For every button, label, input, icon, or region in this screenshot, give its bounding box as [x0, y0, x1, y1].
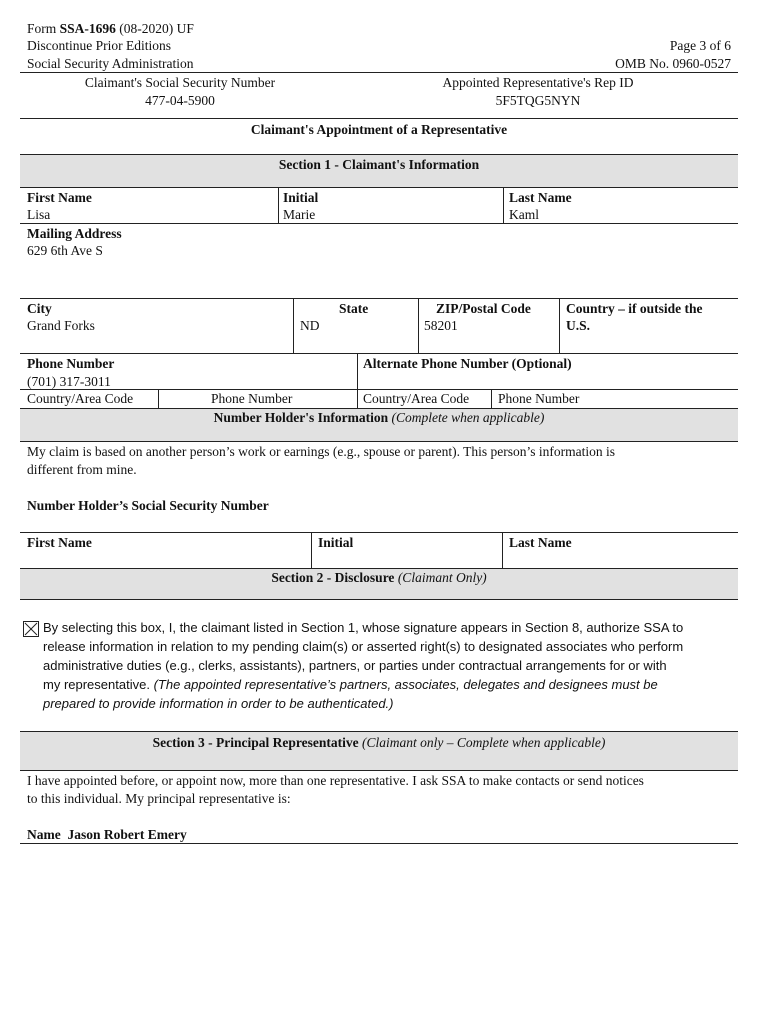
disclosure-line3: administrative duties (e.g., clerks, assistants), partners, or parties under contractual arrangements for or with [43, 658, 667, 673]
country-area-code-label: Country/Area Code [27, 391, 134, 406]
zip-field[interactable]: 58201 [424, 318, 458, 333]
city-field[interactable]: Grand Forks [27, 318, 95, 333]
number-holder-heading: Number Holder's Information (Complete when applicable) [213, 410, 545, 425]
disclosure-line2: release information in relation to my pending claim(s) or asserted right(s) to designated associates who perform [43, 639, 684, 654]
nh-last-name-label: Last Name [509, 535, 572, 550]
section3-text-line2: to this individual. My principal representative is: [27, 791, 291, 806]
state-field[interactable]: ND [300, 318, 320, 333]
rep-id-label: Appointed Representative's Rep ID [442, 75, 634, 90]
disclosure-line4: my representative. (The appointed representative’s partners, associates, delegates and designees must be [43, 677, 658, 692]
nh-initial-label: Initial [318, 535, 354, 550]
alt-phone-label: Alternate Phone Number (Optional) [363, 356, 572, 371]
disclosure-checkbox[interactable] [23, 621, 39, 637]
phone-number-sublabel: Phone Number [211, 391, 293, 406]
disclosure-line5: prepared to provide information in order to be authenticated.) [43, 696, 394, 711]
title-top-line [20, 118, 738, 119]
omb-number: OMB No. 0960-0527 [615, 56, 731, 71]
discontinue-note: Discontinue Prior Editions [27, 38, 171, 53]
checkbox-x-icon [24, 622, 38, 636]
state-label: State [339, 301, 369, 316]
section1-heading: Section 1 - Claimant's Information [278, 157, 480, 172]
city-label: City [27, 301, 52, 316]
disclosure-line1: By selecting this box, I, the claimant listed in Section 1, whose signature appears in Section 8, authorize SSA to [43, 620, 684, 635]
initial-label: Initial [283, 190, 319, 205]
initial-field[interactable]: Marie [283, 207, 316, 222]
form-id: Form SSA-1696 (08-2020) UF [27, 21, 194, 36]
last-name-label: Last Name [509, 190, 572, 205]
section2-heading: Section 2 - Disclosure (Claimant Only) [271, 570, 487, 585]
alt-phone-number-sublabel: Phone Number [498, 391, 580, 406]
section3-text-line1: I have appointed before, or appoint now, more than one representative. I ask SSA to make contacts or send notices [27, 773, 644, 788]
claimant-ssn: 477-04-5900 [145, 93, 215, 108]
mailing-address-field[interactable]: 629 6th Ave S [27, 243, 103, 258]
principal-rep-name-field[interactable]: Jason Robert Emery [67, 827, 187, 842]
nh-first-name-label: First Name [27, 535, 92, 550]
section3-heading: Section 3 - Principal Representative (Claimant only – Complete when applicable) [152, 735, 606, 750]
number-holder-text-line1: My claim is based on another person’s work or earnings (e.g., spouse or parent). This person’s information is [27, 444, 616, 459]
country-label-line2: U.S. [566, 318, 591, 333]
first-name-field[interactable]: Lisa [27, 207, 51, 222]
form-title: Claimant's Appointment of a Representative [250, 122, 508, 137]
page-number: Page 3 of 6 [669, 38, 731, 53]
number-holder-text-line2: different from mine. [27, 462, 137, 477]
phone-label: Phone Number [27, 356, 115, 371]
principal-rep-name-label: Name [27, 827, 61, 842]
country-label: Country – if outside the [566, 301, 703, 316]
header-divider [20, 72, 738, 73]
form-number: SSA-1696 [59, 21, 116, 36]
principal-rep-name [27, 826, 187, 844]
alt-country-area-code-label: Country/Area Code [363, 391, 470, 406]
last-name-field[interactable]: Kaml [509, 207, 539, 222]
number-holder-ssn-label: Number Holder’s Social Security Number [27, 498, 269, 513]
agency-name: Social Security Administration [27, 56, 194, 71]
zip-label: ZIP/Postal Code [436, 301, 531, 316]
first-name-label: First Name [27, 190, 92, 205]
claimant-ssn-label: Claimant's Social Security Number [84, 75, 276, 90]
rep-id: 5F5TQG5NYN [495, 93, 581, 108]
mailing-address-label: Mailing Address [27, 226, 122, 241]
phone-field[interactable]: (701) 317-3011 [27, 374, 111, 389]
